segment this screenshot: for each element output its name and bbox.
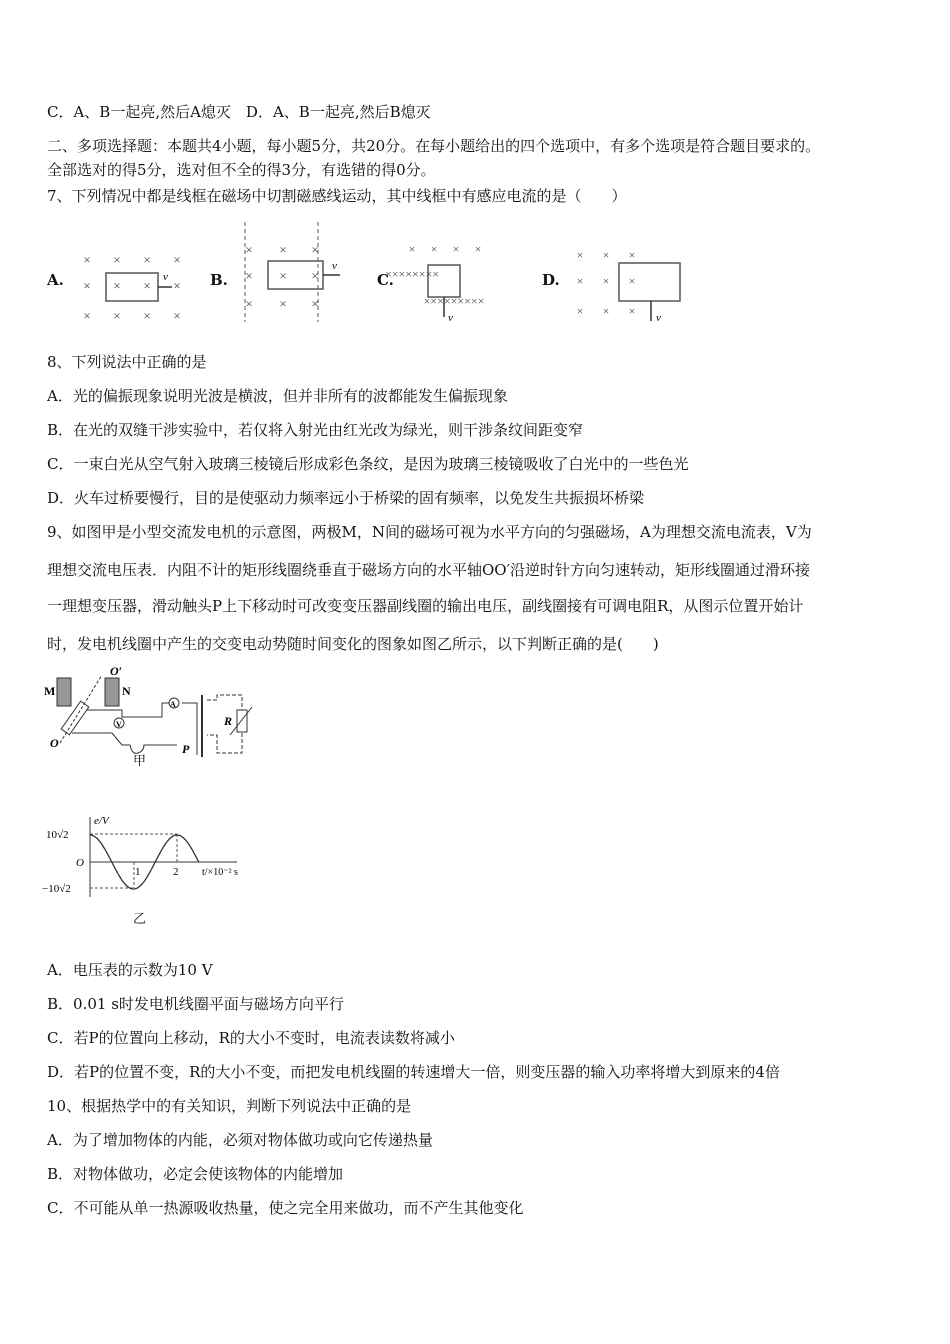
generator-circuit-figure [42, 665, 262, 770]
svg-text:×: × [408, 242, 416, 256]
svg-text:×: × [245, 268, 253, 283]
q9-option-c: C．若P的位置向上移动，R的大小不变时，电流表读数将减小 [47, 1029, 455, 1047]
svg-text:×: × [602, 248, 610, 262]
y-axis-label: e/V [94, 815, 109, 827]
svg-text:×: × [474, 242, 482, 256]
figure-yi-caption: 乙 [133, 912, 147, 927]
y-min-label: −10√2 [42, 883, 71, 895]
svg-text:×: × [279, 242, 287, 257]
q9-option-d: D．若P的位置不变，R的大小不变，而把发电机线圈的转速增大一倍，则变压器的输入功率将增大到原来的4倍 [47, 1063, 780, 1081]
svg-text:×: × [602, 274, 610, 288]
x-axis-label: t/×10⁻² s [202, 867, 238, 878]
q7-figure-c [384, 235, 512, 330]
label-o-prime: O′ [110, 664, 123, 678]
q8-option-d: D．火车过桥要慢行，目的是使驱动力频率远小于桥梁的固有频率，以免发生共振损坏桥梁 [47, 489, 645, 507]
origin-label: O [76, 857, 84, 869]
q8-option-b: B．在光的双缝干涉实验中，若仅将入射光由红光改为绿光，则干涉条纹间距变窄 [47, 421, 584, 439]
svg-text:×: × [311, 242, 319, 257]
q9-stem-2: 理想交流电压表．内阻不计的矩形线圈绕垂直于磁场方向的水平轴OO′沿逆时针方向匀速转动，矩形线圈通过滑环接 [47, 561, 811, 579]
svg-text:×: × [628, 274, 636, 288]
q10-option-b: B．对物体做功，必定会使该物体的内能增加 [47, 1165, 344, 1183]
emf-time-graph [42, 812, 262, 902]
q7-option-b-label: B. [210, 271, 228, 289]
q9-stem-4: 时，发电机线圈中产生的交变电动势随时间变化的图象如图乙所示，以下判断正确的是( ) [47, 635, 659, 653]
label-p: P [182, 742, 190, 756]
svg-text:×: × [83, 278, 91, 293]
q8-option-c: C．一束白光从空气射入玻璃三棱镜后形成彩色条纹，是因为玻璃三棱镜吸收了白光中的一些色光 [47, 455, 689, 473]
q7-figure-b [235, 220, 350, 325]
svg-text:×: × [576, 274, 584, 288]
label-voltmeter: V [116, 720, 122, 729]
q10-option-c: C．不可能从单一热源吸收热量，使之完全用来做功，而不产生其他变化 [47, 1199, 524, 1217]
svg-text:×: × [576, 304, 584, 318]
label-r: R [224, 714, 233, 728]
svg-text:×: × [245, 296, 253, 311]
q7-option-c-label: C. [377, 271, 394, 289]
svg-text:×: × [83, 252, 91, 267]
svg-text:×: × [173, 252, 181, 267]
svg-text:×: × [628, 248, 636, 262]
svg-text:×: × [173, 278, 181, 293]
q6-options-cd: C．A、B一起亮,然后A熄灭 D．A、B一起亮,然后B熄灭 [47, 103, 431, 121]
svg-text:×: × [143, 308, 151, 323]
svg-text:×: × [113, 252, 121, 267]
x-tick-2: 2 [173, 866, 179, 878]
q7-option-a-label: A. [47, 271, 64, 289]
svg-text:×: × [113, 278, 121, 293]
q10-option-a: A．为了增加物体的内能，必须对物体做功或向它传递热量 [47, 1131, 433, 1149]
label-o: O [50, 736, 59, 750]
svg-text:×: × [576, 248, 584, 262]
x-tick-1: 1 [135, 866, 141, 878]
q7-stem: 7、下列情况中都是线框在磁场中切割磁感线运动，其中线框中有感应电流的是（ ） [47, 187, 627, 205]
q9-option-a: A．电压表的示数为10 V [47, 961, 213, 979]
svg-text:×: × [143, 278, 151, 293]
q7-figure-a [75, 250, 195, 330]
q7-figure-d [570, 245, 685, 330]
q8-stem: 8、下列说法中正确的是 [47, 353, 207, 371]
svg-text:×: × [452, 242, 460, 256]
svg-text:××××××××: ×××××××× [384, 267, 440, 281]
q8-option-a: A．光的偏振现象说明光波是横波，但并非所有的波都能发生偏振现象 [47, 387, 508, 405]
svg-text:×: × [173, 308, 181, 323]
svg-text:×: × [602, 304, 610, 318]
svg-text:v: v [448, 312, 453, 324]
svg-text:×: × [628, 304, 636, 318]
q9-option-b: B．0.01 s时发电机线圈平面与磁场方向平行 [47, 995, 344, 1013]
svg-text:×: × [279, 268, 287, 283]
q9-stem-1: 9、如图甲是小型交流发电机的示意图，两极M，N间的磁场可视为水平方向的匀强磁场，A为理想交流电流表，V为 [47, 523, 812, 541]
section2-instructions: 二、多项选择题：本题共4小题，每小题5分，共20分。在每小题给出的四个选项中，有多个选项是符合题目要求的。 [47, 137, 821, 155]
figure-jia-caption: 甲 [133, 754, 147, 769]
svg-text:×: × [143, 252, 151, 267]
q9-stem-3: 一理想变压器，滑动触头P上下移动时可改变变压器副线圈的输出电压，副线圈接有可调电阻R，从图示位置开始计 [47, 597, 804, 615]
svg-text:×: × [311, 296, 319, 311]
svg-text:×: × [311, 268, 319, 283]
svg-text:×: × [430, 242, 438, 256]
svg-text:×××××××××: ××××××××× [423, 294, 485, 308]
svg-text:×: × [113, 308, 121, 323]
y-max-label: 10√2 [46, 829, 69, 841]
svg-text:×: × [83, 308, 91, 323]
svg-text:×: × [279, 296, 287, 311]
svg-text:v: v [656, 312, 661, 324]
q7-option-d-label: D. [542, 271, 560, 289]
label-m: M [44, 684, 56, 698]
svg-text:v: v [163, 271, 168, 283]
label-ammeter: A [170, 700, 176, 709]
q10-stem: 10、根据热学中的有关知识，判断下列说法中正确的是 [47, 1097, 412, 1115]
section2-scoring: 全部选对的得5分，选对但不全的得3分，有选错的得0分。 [47, 161, 436, 179]
svg-text:v: v [332, 260, 337, 272]
svg-text:×: × [245, 242, 253, 257]
label-n: N [122, 684, 131, 698]
